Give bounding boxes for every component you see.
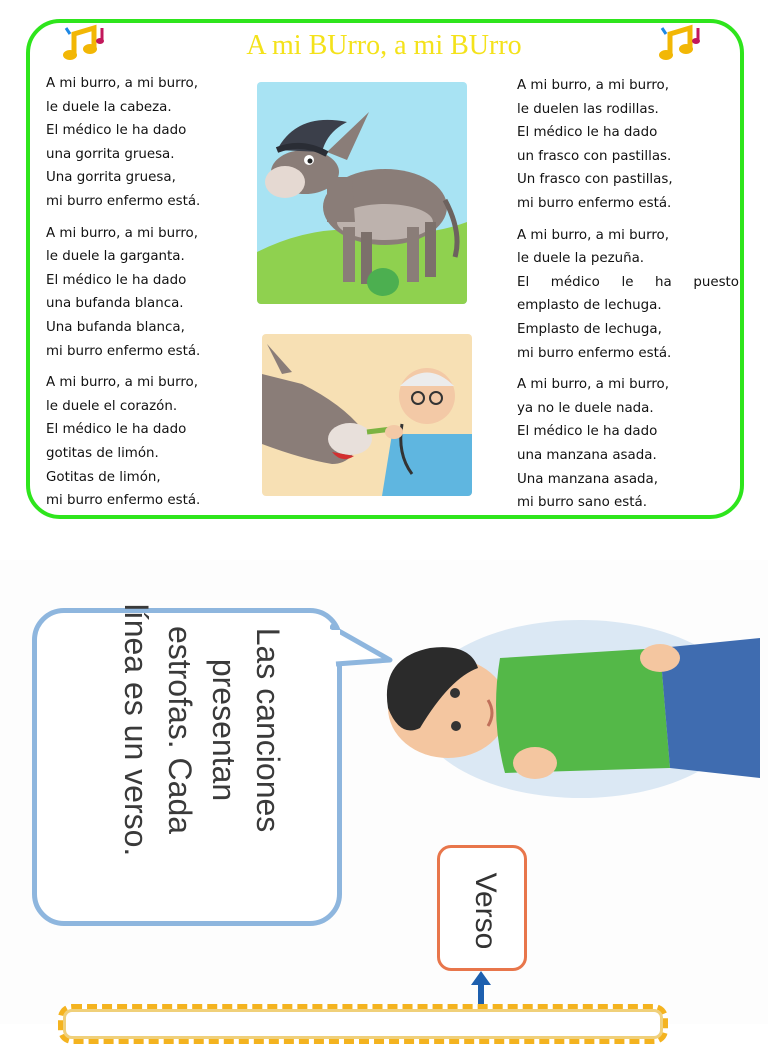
verse-line: mi burro enfermo está. <box>46 493 201 509</box>
verse-line: le duele la pezuña. <box>517 251 645 267</box>
bubble-line: Las canciones <box>250 627 286 833</box>
verso-label: Verso <box>469 872 502 950</box>
verse-line: mi burro enfermo está. <box>517 345 672 361</box>
doctor-image <box>262 334 472 496</box>
verse-line: mi burro enfermo está. <box>46 193 201 209</box>
verse-line: El médico le ha dado <box>517 125 658 141</box>
verse-line: una bufanda blanca. <box>46 296 184 312</box>
verse-line: le duelen las rodillas. <box>517 101 659 117</box>
verse-line: le duele la garganta. <box>46 249 185 265</box>
verse-line: mi burro enfermo está. <box>517 195 672 211</box>
verse-line: una gorrita gruesa. <box>46 146 175 162</box>
verse-line: Una gorrita gruesa, <box>46 170 176 186</box>
verse-line: un frasco con pastillas. <box>517 148 672 164</box>
verse-line: El médico le ha dado <box>46 422 187 438</box>
verse-line: El médico le ha dado <box>46 123 187 139</box>
stanza-box <box>58 1004 668 1044</box>
stanza <box>517 74 739 216</box>
verse-line: A mi burro, a mi burro, <box>46 225 199 241</box>
verse-line: A mi burro, a mi burro, <box>517 377 670 393</box>
verse-line: A mi burro, a mi burro, <box>46 375 199 391</box>
verse-line: ya no le duele nada. <box>517 400 654 416</box>
verse-line: A mi burro, a mi burro, <box>46 76 199 91</box>
verse-line: El médico le ha puesto <box>517 274 739 290</box>
bubble-line: estrofas. Cada <box>162 625 198 835</box>
verse-line: mi burro enfermo está. <box>46 343 201 359</box>
verse-line: una manzana asada. <box>517 447 657 463</box>
donkey-illustration <box>257 82 467 304</box>
bubble-line: presentan <box>206 658 242 802</box>
stanza <box>517 373 739 515</box>
doctor-illustration <box>262 334 472 496</box>
verse-line: le duele el corazón. <box>46 398 178 414</box>
stanza <box>517 224 739 366</box>
verse-line: Una manzana asada, <box>517 471 659 487</box>
right-stanzas <box>517 74 739 523</box>
song-title: A mi BUrro, a mi BUrro <box>246 30 522 61</box>
lesson-scan <box>0 560 768 1024</box>
verse-line: A mi burro, a mi burro, <box>517 227 670 243</box>
verse-line: Un frasco con pastillas, <box>517 172 673 188</box>
verse-line: mi burro sano está. <box>517 495 647 511</box>
stanza <box>46 72 251 214</box>
verse-line: Una bufanda blanca, <box>46 319 185 335</box>
bubble-line: línea es un verso. <box>118 603 154 857</box>
verse-line: A mi burro, a mi burro, <box>517 78 670 93</box>
verse-line: Emplasto de lechuga, <box>517 321 662 337</box>
music-notes-icon <box>656 24 708 64</box>
verse-line: Gotitas de limón, <box>46 469 161 485</box>
left-stanzas <box>46 72 251 521</box>
donkey-image <box>257 82 467 304</box>
verse-line: le duele la cabeza. <box>46 99 172 115</box>
verse-line: emplasto de lechuga. <box>517 298 662 314</box>
boy-illustration <box>360 618 760 800</box>
bubble-text <box>30 580 290 880</box>
stanza <box>46 371 251 513</box>
verse-line: El médico le ha dado <box>46 272 187 288</box>
stanza <box>46 222 251 364</box>
verso-box <box>437 845 527 971</box>
verse-line: El médico le ha dado <box>517 424 658 440</box>
verse-line: gotitas de limón. <box>46 445 159 461</box>
